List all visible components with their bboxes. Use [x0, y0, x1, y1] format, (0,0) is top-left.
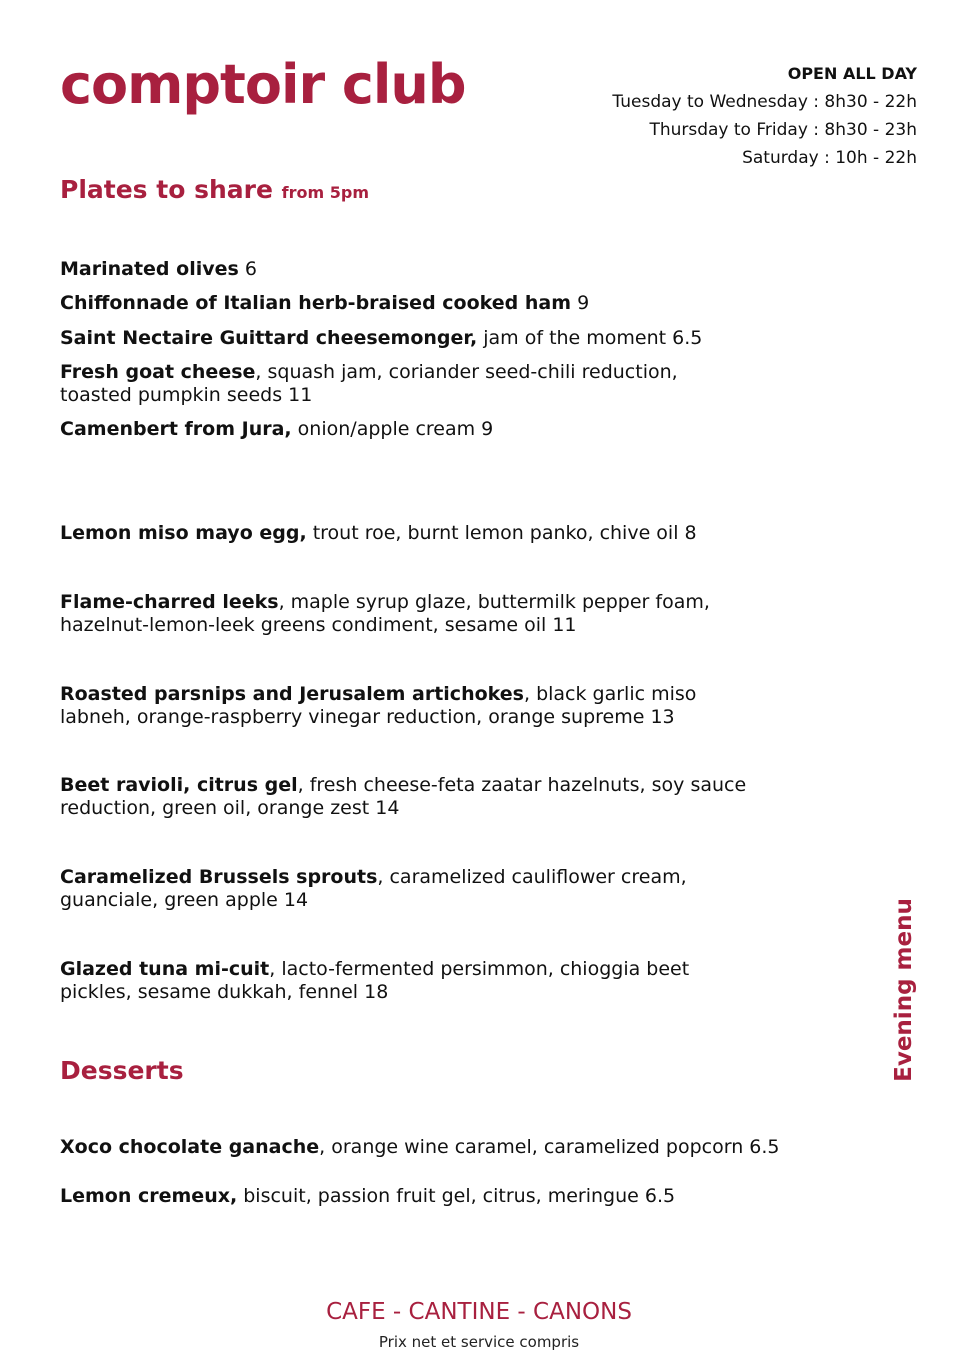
footer-tagline: CAFE - CANTINE - CANONS: [326, 1299, 632, 1325]
plates-section-title: [60, 177, 369, 202]
menu-item-details: onion/apple cream 9: [291, 418, 494, 440]
opening-hours: [612, 60, 917, 172]
menu-item: [60, 258, 800, 281]
menu-item-name: Marinated olives: [60, 258, 239, 280]
evening-menu-label: Evening menu: [891, 898, 917, 1082]
menu-item-name: Fresh goat cheese: [60, 361, 256, 383]
menu-item: [60, 361, 740, 407]
menu-item-details: 6: [238, 258, 257, 280]
menu-item-details: , lacto-fermented persimmon, chioggia beet pickles, sesame dukkah, fennel 18: [60, 958, 690, 1003]
footer-note: Prix net et service compris: [378, 1333, 580, 1351]
menu-item: [60, 418, 800, 441]
menu-item: [60, 1136, 800, 1159]
hours-line: Thursday to Friday : 8h30 - 23h: [649, 120, 917, 140]
menu-item-details: 9: [571, 292, 590, 314]
menu-item: [60, 958, 750, 1004]
menu-item: [60, 327, 800, 350]
plates-subtitle: from 5pm: [281, 183, 369, 202]
menu-item: [60, 774, 795, 820]
menu-item-name: Camenbert from Jura,: [60, 418, 292, 440]
menu-item-name: Lemon cremeux,: [60, 1185, 238, 1207]
menu-item-name: Flame-charred leeks: [60, 591, 279, 613]
hours-line: Saturday : 10h - 22h: [742, 148, 917, 168]
menu-item-name: Lemon miso mayo egg,: [60, 522, 307, 544]
menu-item-details: , squash jam, coriander seed-chili reduction, toasted pumpkin seeds 11: [60, 361, 678, 406]
menu-item-details: jam of the moment 6.5: [477, 327, 703, 349]
menu-item: [60, 683, 750, 729]
plates-title: Plates to share: [60, 175, 273, 204]
hours-line: Tuesday to Wednesday : 8h30 - 22h: [612, 92, 917, 112]
menu-item-details: biscuit, passion fruit gel, citrus, meringue 6.5: [237, 1185, 676, 1207]
menu-item-details: trout roe, burnt lemon panko, chive oil 8: [306, 522, 697, 544]
menu-item: [60, 1185, 800, 1208]
menu-item-name: Saint Nectaire Guittard cheesemonger,: [60, 327, 478, 349]
menu-item-name: Chiffonnade of Italian herb-braised cooked ham: [60, 292, 572, 314]
menu-item-name: Glazed tuna mi-cuit: [60, 958, 270, 980]
menu-item-details: , black garlic miso labneh, orange-raspberry vinegar reduction, orange supreme 13: [60, 683, 697, 728]
menu-item-name: Caramelized Brussels sprouts: [60, 866, 378, 888]
menu-item-name: Roasted parsnips and Jerusalem artichokes: [60, 683, 524, 705]
menu-item: [60, 591, 770, 637]
menu-item-details: , maple syrup glaze, buttermilk pepper foam, hazelnut-lemon-leek greens condiment, sesame oil 11: [60, 591, 710, 636]
menu-item-details: , caramelized cauliflower cream, guanciale, green apple 14: [60, 866, 687, 911]
opening-hours-title: OPEN ALL DAY: [787, 64, 917, 83]
restaurant-name: comptoir club: [60, 53, 466, 116]
desserts-section-title: Desserts: [60, 1056, 184, 1085]
menu-item-details: , orange wine caramel, caramelized popcorn 6.5: [319, 1136, 780, 1158]
menu-item-name: Beet ravioli, citrus gel: [60, 774, 298, 796]
menu-item-name: Xoco chocolate ganache: [60, 1136, 320, 1158]
menu-item: [60, 522, 800, 545]
menu-item: [60, 866, 750, 912]
menu-item: [60, 292, 800, 315]
menu-item-details: , fresh cheese-feta zaatar hazelnuts, soy sauce reduction, green oil, orange zest 14: [60, 774, 747, 819]
